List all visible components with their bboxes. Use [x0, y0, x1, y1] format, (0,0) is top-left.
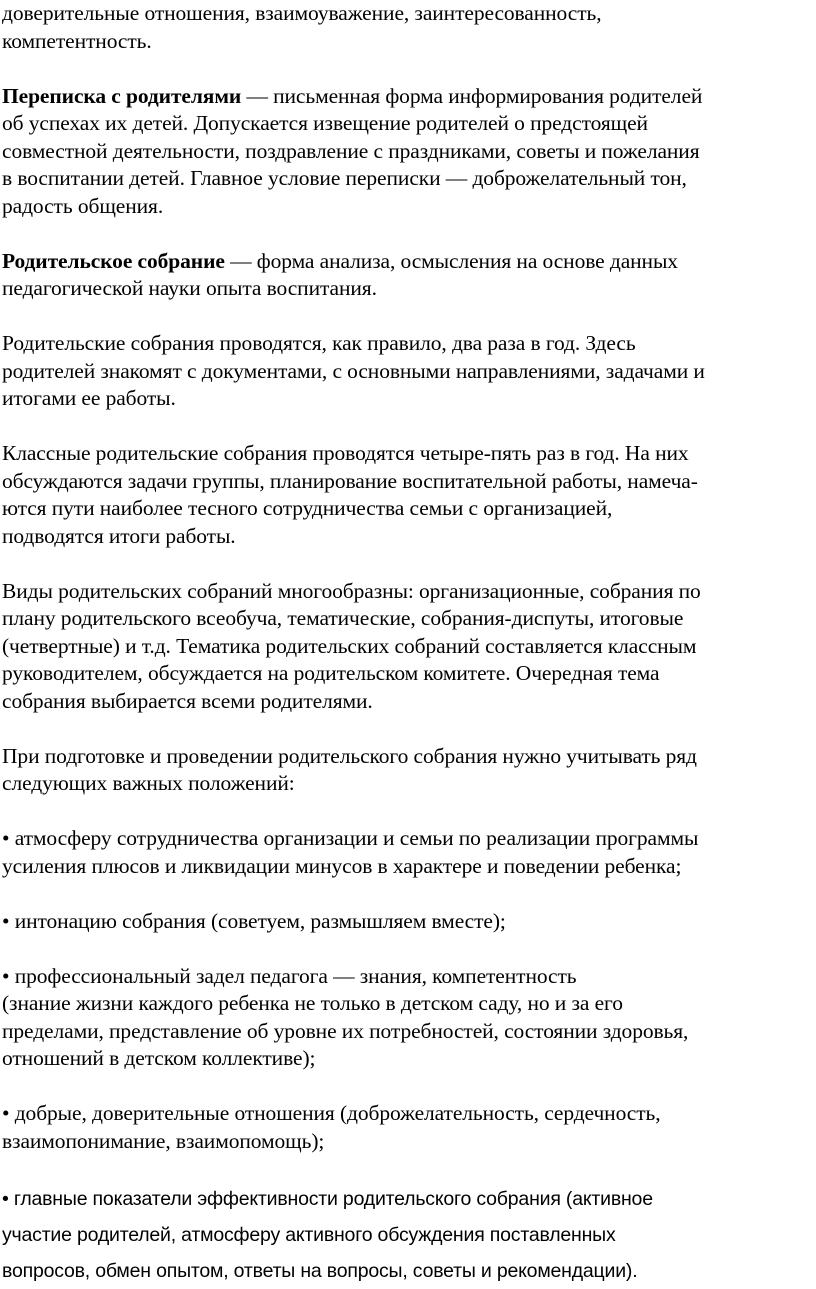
text-line: • добрые, доверительные отношения (доброжелательность, сердечность, — [2, 1101, 661, 1125]
text-line: • главные показатели эффективности родительского собрания (активное — [2, 1188, 653, 1210]
text-line: При подготовке и проведении родительского собрания нужно учитывать ряд — [2, 743, 697, 768]
paragraph-correspondence — [2, 83, 810, 221]
text-line: в воспитании детей. Главное условие переписки — доброжелательный тон, — [2, 166, 687, 190]
paragraph-meeting-types — [2, 578, 810, 716]
text-line: Виды родительских собраний многообразны: организационные, собрания по — [2, 578, 701, 603]
bullet-item-professional — [2, 963, 810, 1073]
text-line: компетентность. — [2, 28, 152, 53]
text-line: итогами ее работы. — [2, 386, 176, 410]
text-line: (четвертные) и т.д. Тематика родительских собраний составляется классным — [2, 633, 697, 658]
text-line: руководителем, обсуждается на родительском комитете. Очередная тема — [2, 661, 660, 685]
text-line: совместной деятельности, поздравление с праздниками, советы и пожелания — [2, 138, 700, 163]
text-line: участие родителей, атмосферу активного обсуждения поставленных — [2, 1224, 616, 1246]
text-line — [2, 83, 810, 111]
text-line: Классные родительские собрания проводятся четыре-пять раз в год. На них — [2, 441, 689, 465]
bullet-item-cooperation — [2, 825, 810, 880]
text-line: • атмосферу сотрудничества организации и семьи по реализации программы — [2, 826, 699, 850]
text-line: родителей знакомят с документами, с основными направлениями, задачами и — [2, 358, 705, 383]
text-line: об успехах их детей. Допускается извещение родителей о предстоящей — [2, 111, 648, 135]
text-line: следующих важных положений: — [2, 771, 295, 795]
paragraph-preparation — [2, 743, 810, 798]
text-line: доверительные отношения, взаимоуважение, заинтересованность, — [2, 1, 602, 25]
term-correspondence: Переписка с родителями — [2, 83, 242, 108]
text-line: взаимопонимание, взаимопомощь); — [2, 1128, 325, 1153]
text-line: усиления плюсов и ликвидации минусов в характере и поведении ребенка; — [2, 853, 682, 878]
term-parent-meeting: Родительское собрание — [2, 248, 225, 273]
text-line-rest: — форма анализа, осмысления на основе данных — [224, 248, 678, 273]
text-line: педагогической науки опыта воспитания. — [2, 276, 377, 300]
text-line: ются пути наиболее тесного сотрудничества семьи с организацией, — [2, 496, 613, 520]
text-line: радость общения. — [2, 193, 164, 218]
paragraph-class-meetings — [2, 440, 810, 550]
bullet-item-relations — [2, 1100, 810, 1155]
text-line: (знание жизни каждого ребенка не только в детском саду, но и за его — [2, 991, 623, 1015]
bullet-item-intonation — [2, 908, 810, 936]
paragraph-meetings-frequency — [2, 330, 810, 413]
text-line: собрания выбирается всеми родителями. — [2, 688, 373, 713]
text-line: • интонацию собрания (советуем, размышляем вместе); — [2, 908, 506, 933]
text-line: обсуждаются задачи группы, планирование воспитательной работы, намеча- — [2, 468, 698, 493]
text-line: • профессиональный задел педагога — знания, компетентность — [2, 963, 577, 988]
paragraph-parent-meeting — [2, 248, 810, 303]
text-line: подводятся итоги работы. — [2, 523, 236, 548]
text-line: отношений в детском коллективе); — [2, 1046, 316, 1070]
bullet-item-indicators — [2, 1181, 810, 1289]
text-line: плану родительского всеобуча, тематические, собрания-диспуты, итоговые — [2, 606, 684, 630]
text-line: вопросов, обмен опытом, ответы на вопросы, советы и рекомендации). — [2, 1260, 638, 1282]
text-line: пределами, представление об уровне их потребностей, состоянии здоровья, — [2, 1018, 689, 1043]
text-line-rest: — письменная форма информирования родителей — [241, 83, 703, 108]
text-line: Родительские собрания проводятся, как правило, два раза в год. Здесь — [2, 331, 636, 355]
paragraph-trust — [2, 0, 810, 55]
text-line — [2, 248, 810, 276]
